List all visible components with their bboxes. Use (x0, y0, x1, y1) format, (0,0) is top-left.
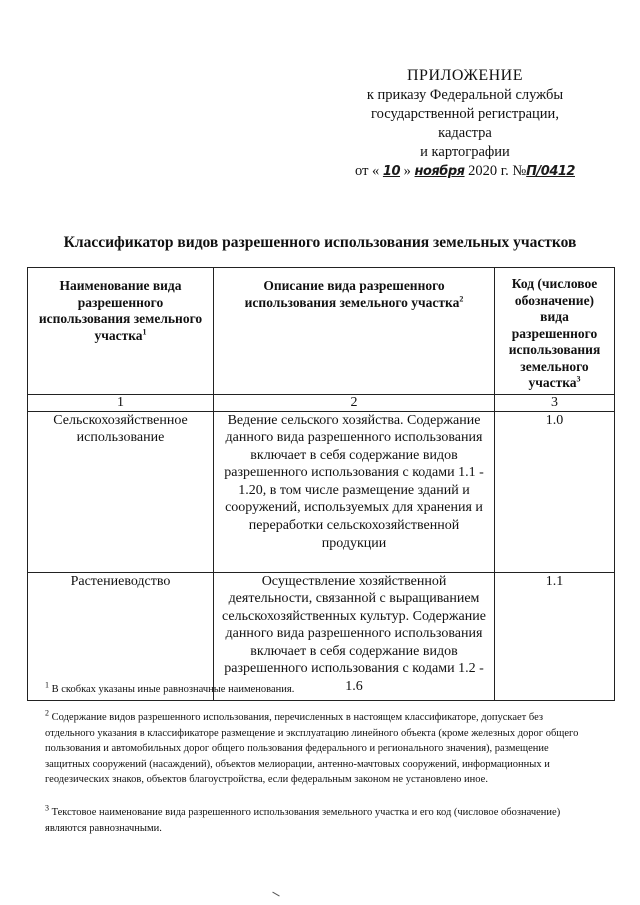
table-header-row (28, 268, 615, 395)
use-description: Ведение сельского хозяйства. Содержание данного вида разрешенного использования включает в себя содержание видов разрешенного использования с кодами 1.1 - 1.20, в том числе размещение зданий и сооружений, используемых для хранения и переработки сельскохозяйственной продукции (214, 411, 495, 572)
order-month: ноября (414, 164, 465, 179)
appendix-line: кадастра (438, 125, 492, 141)
use-description: Осуществление хозяйственной деятельности, связанной с выращиванием сельскохозяйственных культур. Содержание данного вида разрешенного использования включает в себя содержание видов разрешенного использования с кодами 1.2 - 1.6 (214, 572, 495, 700)
appendix-line: к приказу Федеральной службы (366, 87, 564, 103)
order-number: П/0412 (526, 164, 575, 179)
appendix-line: государственной регистрации, (371, 106, 559, 122)
order-day: 10 (382, 164, 401, 179)
date-prefix: от « (355, 163, 380, 179)
appendix-block (340, 66, 590, 181)
appendix-line: и картографии (420, 144, 510, 160)
appendix-heading: ПРИЛОЖЕНИЕ (406, 67, 523, 84)
column-number: 1 (28, 394, 214, 411)
header-code: Код (числовое обозначение) вида разрешенного использования земельного участка$^3$ (495, 268, 615, 395)
scan-mark (268, 892, 279, 904)
footnote-2: $^2$ Содержание видов разрешенного использования, перечисленных в настоящем классификаторе, допускает без отдельного указания в классификаторе размещение и эксплуатацию линейного объекта (кроме железных дорог общего пользования и автомобильных дорог общего пользования федерального и регионального значения), размещение защитных сооружений (насаждений), объектов мелиорации, антенно-мачтовых сооружений, информационных и геодезических знаков, объектов благоустройства, если федеральным законом не установлено иное. (45, 708, 579, 785)
header-description: Описание вида разрешенного использования земельного участка$^2$ (214, 268, 495, 395)
order-date-line (340, 162, 590, 181)
document-title: Классификатор видов разрешенного использования земельных участков (63, 234, 577, 251)
column-number: 2 (214, 394, 495, 411)
use-code: 1.1 (495, 572, 615, 700)
table-row (28, 411, 615, 572)
date-mid: » (403, 163, 411, 179)
use-name: Растениеводство (28, 572, 214, 700)
column-number: 3 (495, 394, 615, 411)
use-name: Сельскохозяйственное использование (28, 411, 214, 572)
order-year: 2020 г. № (468, 163, 527, 179)
header-name: Наименование вида разрешенного использования земельного участка$^1$ (28, 268, 214, 395)
footnote-3: $^3$ Текстовое наименование вида разрешенного использования земельного участка и его код (числовое обозначение) являются равнозначными. (45, 803, 561, 834)
table-row (28, 572, 615, 700)
use-code: 1.0 (495, 411, 615, 572)
footnote-1: $^1$ В скобках указаны иные равнозначные наименования. (45, 680, 295, 695)
column-number-row (28, 394, 615, 411)
classifier-table (27, 267, 615, 701)
